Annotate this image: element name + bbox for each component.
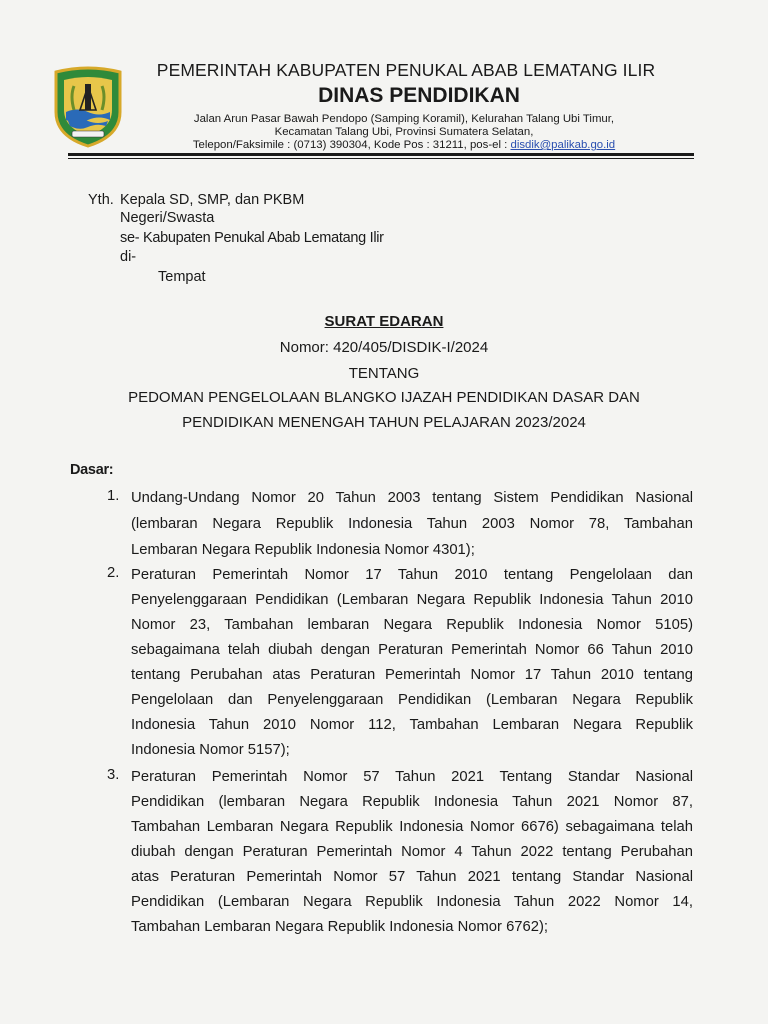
basis-item-text-line: Pendidikan (Lembaran Negara Republik Indonesia Tahun 2022 Nomor 14,: [131, 894, 693, 910]
basis-item-text-line: Peraturan Pemerintah Nomor 17 Tahun 2010 tentang Pengelolaan dan: [131, 567, 693, 583]
letter-title: SURAT EDARAN: [324, 313, 444, 330]
department-name: DINAS PENDIDIKAN: [318, 84, 520, 107]
basis-item-text-line: Tambahan Lembaran Negara Republik Indonesia Nomor 6676) sebagaimana telah: [131, 819, 693, 835]
basis-item-text-line: tentang Perubahan atas Peraturan Pemerintah Nomor 17 Tahun 2010 tentang: [131, 667, 693, 683]
letterhead-divider-thick: [68, 153, 694, 156]
regency-coat-of-arms-icon: [52, 66, 124, 148]
basis-item-text-line: Peraturan Pemerintah Nomor 57 Tahun 2021 Tentang Standar Nasional: [131, 769, 693, 785]
basis-item-number: 1.: [107, 488, 120, 504]
letter-about-label: TENTANG: [348, 365, 420, 382]
basis-item-text-line: Tambahan Lembaran Negara Republik Indonesia Nomor 6762);: [131, 919, 549, 935]
basis-item-text-line: Nomor 23, Tambahan lembaran Negara Republik Indonesia Nomor 5105): [131, 617, 693, 633]
basis-item-text-line: Penyelenggaraan Pendidikan (Lembaran Negara Republik Indonesia Tahun 2010: [131, 592, 693, 608]
address-line-1: Jalan Arun Pasar Bawah Pendopo (Samping Koramil), Kelurahan Talang Ubi Timur,: [193, 113, 615, 125]
basis-item-number: 2.: [107, 565, 120, 581]
letter-subject-line-1: PEDOMAN PENGELOLAAN BLANGKO IJAZAH PENDIDIKAN DASAR DAN: [128, 389, 640, 406]
contact-info: Telepon/Faksimile : (0713) 390304, Kode Pos : 31211, pos-el :: [192, 139, 508, 151]
basis-item-text-line: diubah dengan Peraturan Pemerintah Nomor 4 Tahun 2022 tentang Perubahan: [131, 844, 693, 860]
basis-item-text-line: atas Peraturan Pemerintah Nomor 57 Tahun 2021 tentang Standar Nasional: [131, 869, 693, 885]
addressee-line-4: di-: [120, 249, 137, 265]
basis-item-text-line: Indonesia Nomor 5157);: [131, 742, 290, 758]
basis-item-text-line: (lembaran Negara Republik Indonesia Tahun 2003 Nomor 78, Tambahan: [131, 516, 693, 532]
basis-item-number: 3.: [107, 767, 120, 783]
basis-item-text-line: sebagaimana telah diubah dengan Peraturan Pemerintah Nomor 66 Tahun 2010: [131, 642, 693, 658]
addressee-line-3: se- Kabupaten Penukal Abab Lematang Ilir: [120, 230, 384, 246]
addressee-line-2: Negeri/Swasta: [120, 210, 215, 226]
addressee-line-1: Kepala SD, SMP, dan PKBM: [120, 192, 305, 208]
government-name: PEMERINTAH KABUPATEN PENUKAL ABAB LEMATANG ILIR: [156, 60, 656, 80]
addressee-place: Tempat: [158, 269, 206, 285]
letter-subject-line-2: PENDIDIKAN MENENGAH TAHUN PELAJARAN 2023/2024: [182, 414, 586, 431]
basis-heading: Dasar:: [70, 462, 114, 478]
basis-item-text-line: Pendidikan (lembaran Negara Republik Indonesia Tahun 2021 Nomor 87,: [131, 794, 693, 810]
basis-item-text-line: Lembaran Negara Republik Indonesia Nomor 4301);: [131, 542, 475, 558]
email-link[interactable]: disdik@palikab.go.id: [510, 139, 616, 151]
basis-item-text-line: Indonesia Tahun 2010 Nomor 112, Tambahan Lembaran Negara Republik: [131, 717, 693, 733]
letter-number: Nomor: 420/405/DISDIK-I/2024: [279, 339, 489, 356]
addressee-prefix: Yth.: [88, 192, 114, 208]
basis-item-text-line: Pengelolaan dan Penyelenggaraan Pendidikan (Lembaran Negara Republik: [131, 692, 693, 708]
basis-item-text-line: Undang-Undang Nomor 20 Tahun 2003 tentang Sistem Pendidikan Nasional: [131, 490, 693, 506]
address-line-3: [150, 139, 658, 151]
address-line-2: Kecamatan Talang Ubi, Provinsi Sumatera Selatan,: [274, 126, 534, 138]
letterhead-divider-thin: [68, 158, 694, 159]
